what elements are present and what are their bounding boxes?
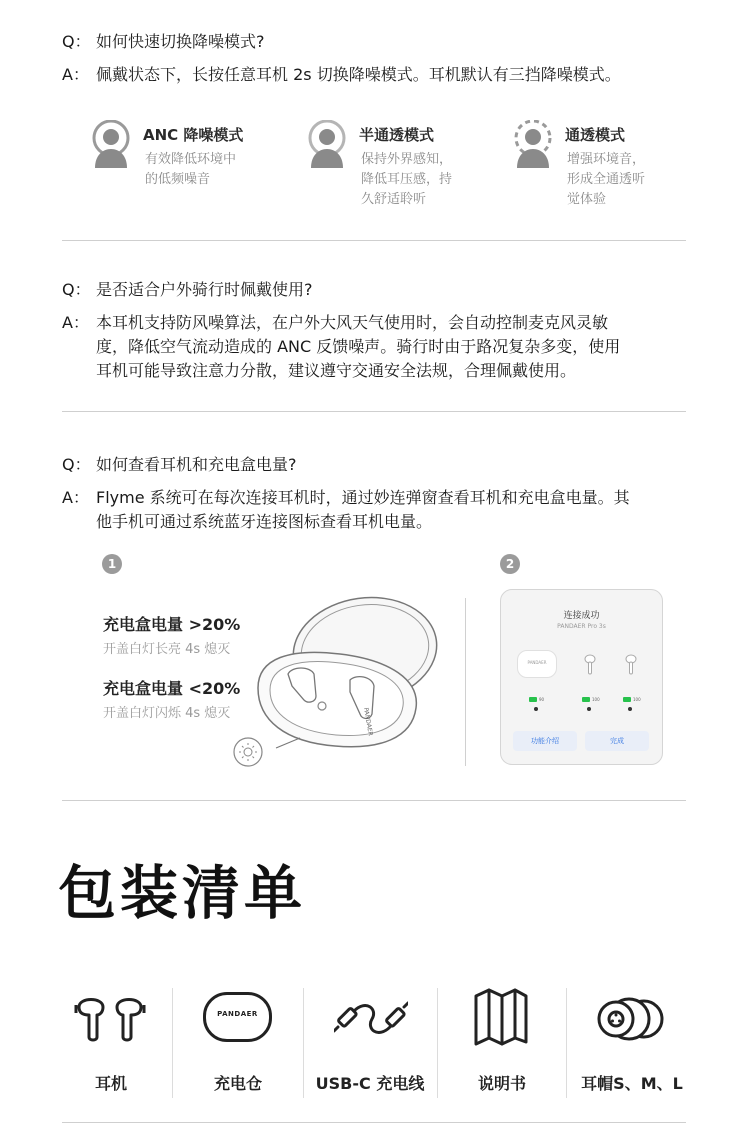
usb-c-cable-icon xyxy=(334,991,408,1045)
battery-above-desc: 开盖白灯长亮 4s 熄灭 xyxy=(103,642,231,657)
case-brand-text: PANDAER xyxy=(362,707,374,737)
faq-1 xyxy=(0,0,750,245)
popup-level-left xyxy=(582,697,600,702)
vertical-separator xyxy=(465,598,466,766)
mode-title: 半通透模式 xyxy=(359,126,435,144)
popup-case-brand: PANDAER xyxy=(527,660,547,665)
mode-title: 通透模式 xyxy=(565,126,626,144)
transparent-person-icon xyxy=(512,120,554,170)
semi-transparent-person-icon xyxy=(306,120,348,170)
case-brand-label: PANDAER xyxy=(217,1010,258,1018)
package-title: 包装清单 xyxy=(58,859,307,927)
popup-level-case xyxy=(529,697,544,702)
divider xyxy=(62,1122,686,1123)
dot xyxy=(587,707,591,711)
answer-line: 本耳机支持防风噪算法，在户外大风天气使用时，会自动控制麦克风灵敏 xyxy=(96,313,609,332)
level-text: 90 xyxy=(539,697,545,702)
q-label: Q： xyxy=(62,455,91,474)
battery-below-title: 充电盒电量 <20% xyxy=(103,679,241,698)
answer-line: Flyme 系统可在每次连接耳机时，通过妙连弹窗查看耳机和充电盒电量。其 xyxy=(96,488,630,507)
mode-semi-transparent xyxy=(306,118,506,218)
popup-right-earbud-icon xyxy=(624,654,638,676)
anc-person-icon xyxy=(90,120,132,170)
mode-desc: 增强环境音， 形成全通透听 觉体验 xyxy=(567,152,646,207)
divider xyxy=(62,411,686,412)
package-item-label: 耳帽S、M、L xyxy=(581,1074,683,1093)
package-item-label: 充电仓 xyxy=(213,1074,262,1093)
divider xyxy=(62,240,686,241)
q-label: Q： xyxy=(62,280,91,299)
answer-line: 他手机可通过系统蓝牙连接图标查看耳机电量。 xyxy=(96,512,433,531)
earbuds-icon xyxy=(73,993,151,1043)
charging-case-icon xyxy=(203,992,272,1042)
phone-popup-card xyxy=(500,589,663,765)
dot xyxy=(628,707,632,711)
a-label: A： xyxy=(62,313,89,332)
q-label: Q： xyxy=(62,32,91,51)
popup-left-earbud-icon xyxy=(583,654,597,676)
mode-desc: 有效降低环境中 的低频噪音 xyxy=(145,152,237,187)
battery-above-title: 充电盒电量 >20% xyxy=(103,615,241,634)
faq-2 xyxy=(0,270,750,410)
package-item-label: 说明书 xyxy=(477,1074,526,1093)
answer-text xyxy=(96,311,620,383)
package-item-label: 耳机 xyxy=(94,1074,127,1093)
manual-icon xyxy=(473,986,529,1048)
vertical-separator xyxy=(303,988,304,1098)
popup-case-image xyxy=(517,650,557,678)
battery-icon xyxy=(582,697,590,702)
a-label: A： xyxy=(62,488,89,507)
step-badge-1: 1 xyxy=(102,554,122,574)
level-text: 100 xyxy=(633,697,641,702)
battery-below-desc: 开盖白灯闪烁 4s 熄灭 xyxy=(103,706,231,721)
battery-icon xyxy=(623,697,631,702)
level-text: 100 xyxy=(592,697,600,702)
a-label: A： xyxy=(62,65,89,84)
answer-text: 佩戴状态下，长按任意耳机 2s 切换降噪模式。耳机默认有三挡降噪模式。 xyxy=(96,65,621,84)
charging-case-illustration xyxy=(230,588,445,773)
question-text: 是否适合户外骑行时佩戴使用? xyxy=(96,280,313,299)
faq-3 xyxy=(0,445,750,545)
mode-anc xyxy=(90,118,290,198)
mode-transparent xyxy=(512,118,712,218)
question-text: 如何查看耳机和充电盒电量? xyxy=(96,455,297,474)
package-item-label: USB-C 充电线 xyxy=(315,1074,425,1093)
mode-desc: 保持外界感知， 降低耳压感，持 久舒适聆听 xyxy=(361,152,453,207)
mode-title: ANC 降噪模式 xyxy=(143,126,244,144)
popup-level-right xyxy=(623,697,641,702)
answer-line: 度，降低空气流动造成的 ANC 反馈噪声。骑行时由于路况复杂多变，使用 xyxy=(96,337,621,356)
divider xyxy=(62,800,686,801)
answer-text xyxy=(96,486,630,534)
popup-subtitle: PANDAER Pro 3s xyxy=(557,623,606,630)
battery-icon xyxy=(529,697,537,702)
ear-tips-icon xyxy=(596,994,666,1044)
step-badge-2: 2 xyxy=(500,554,520,574)
answer-line: 耳机可能导致注意力分散，建议遵守交通安全法规，合理佩戴使用。 xyxy=(96,361,577,380)
dot xyxy=(534,707,538,711)
question-text: 如何快速切换降噪模式? xyxy=(96,32,265,51)
popup-title: 连接成功 xyxy=(563,611,600,621)
feature-intro-button[interactable]: 功能介绍 xyxy=(513,731,577,751)
done-button[interactable]: 完成 xyxy=(585,731,649,751)
